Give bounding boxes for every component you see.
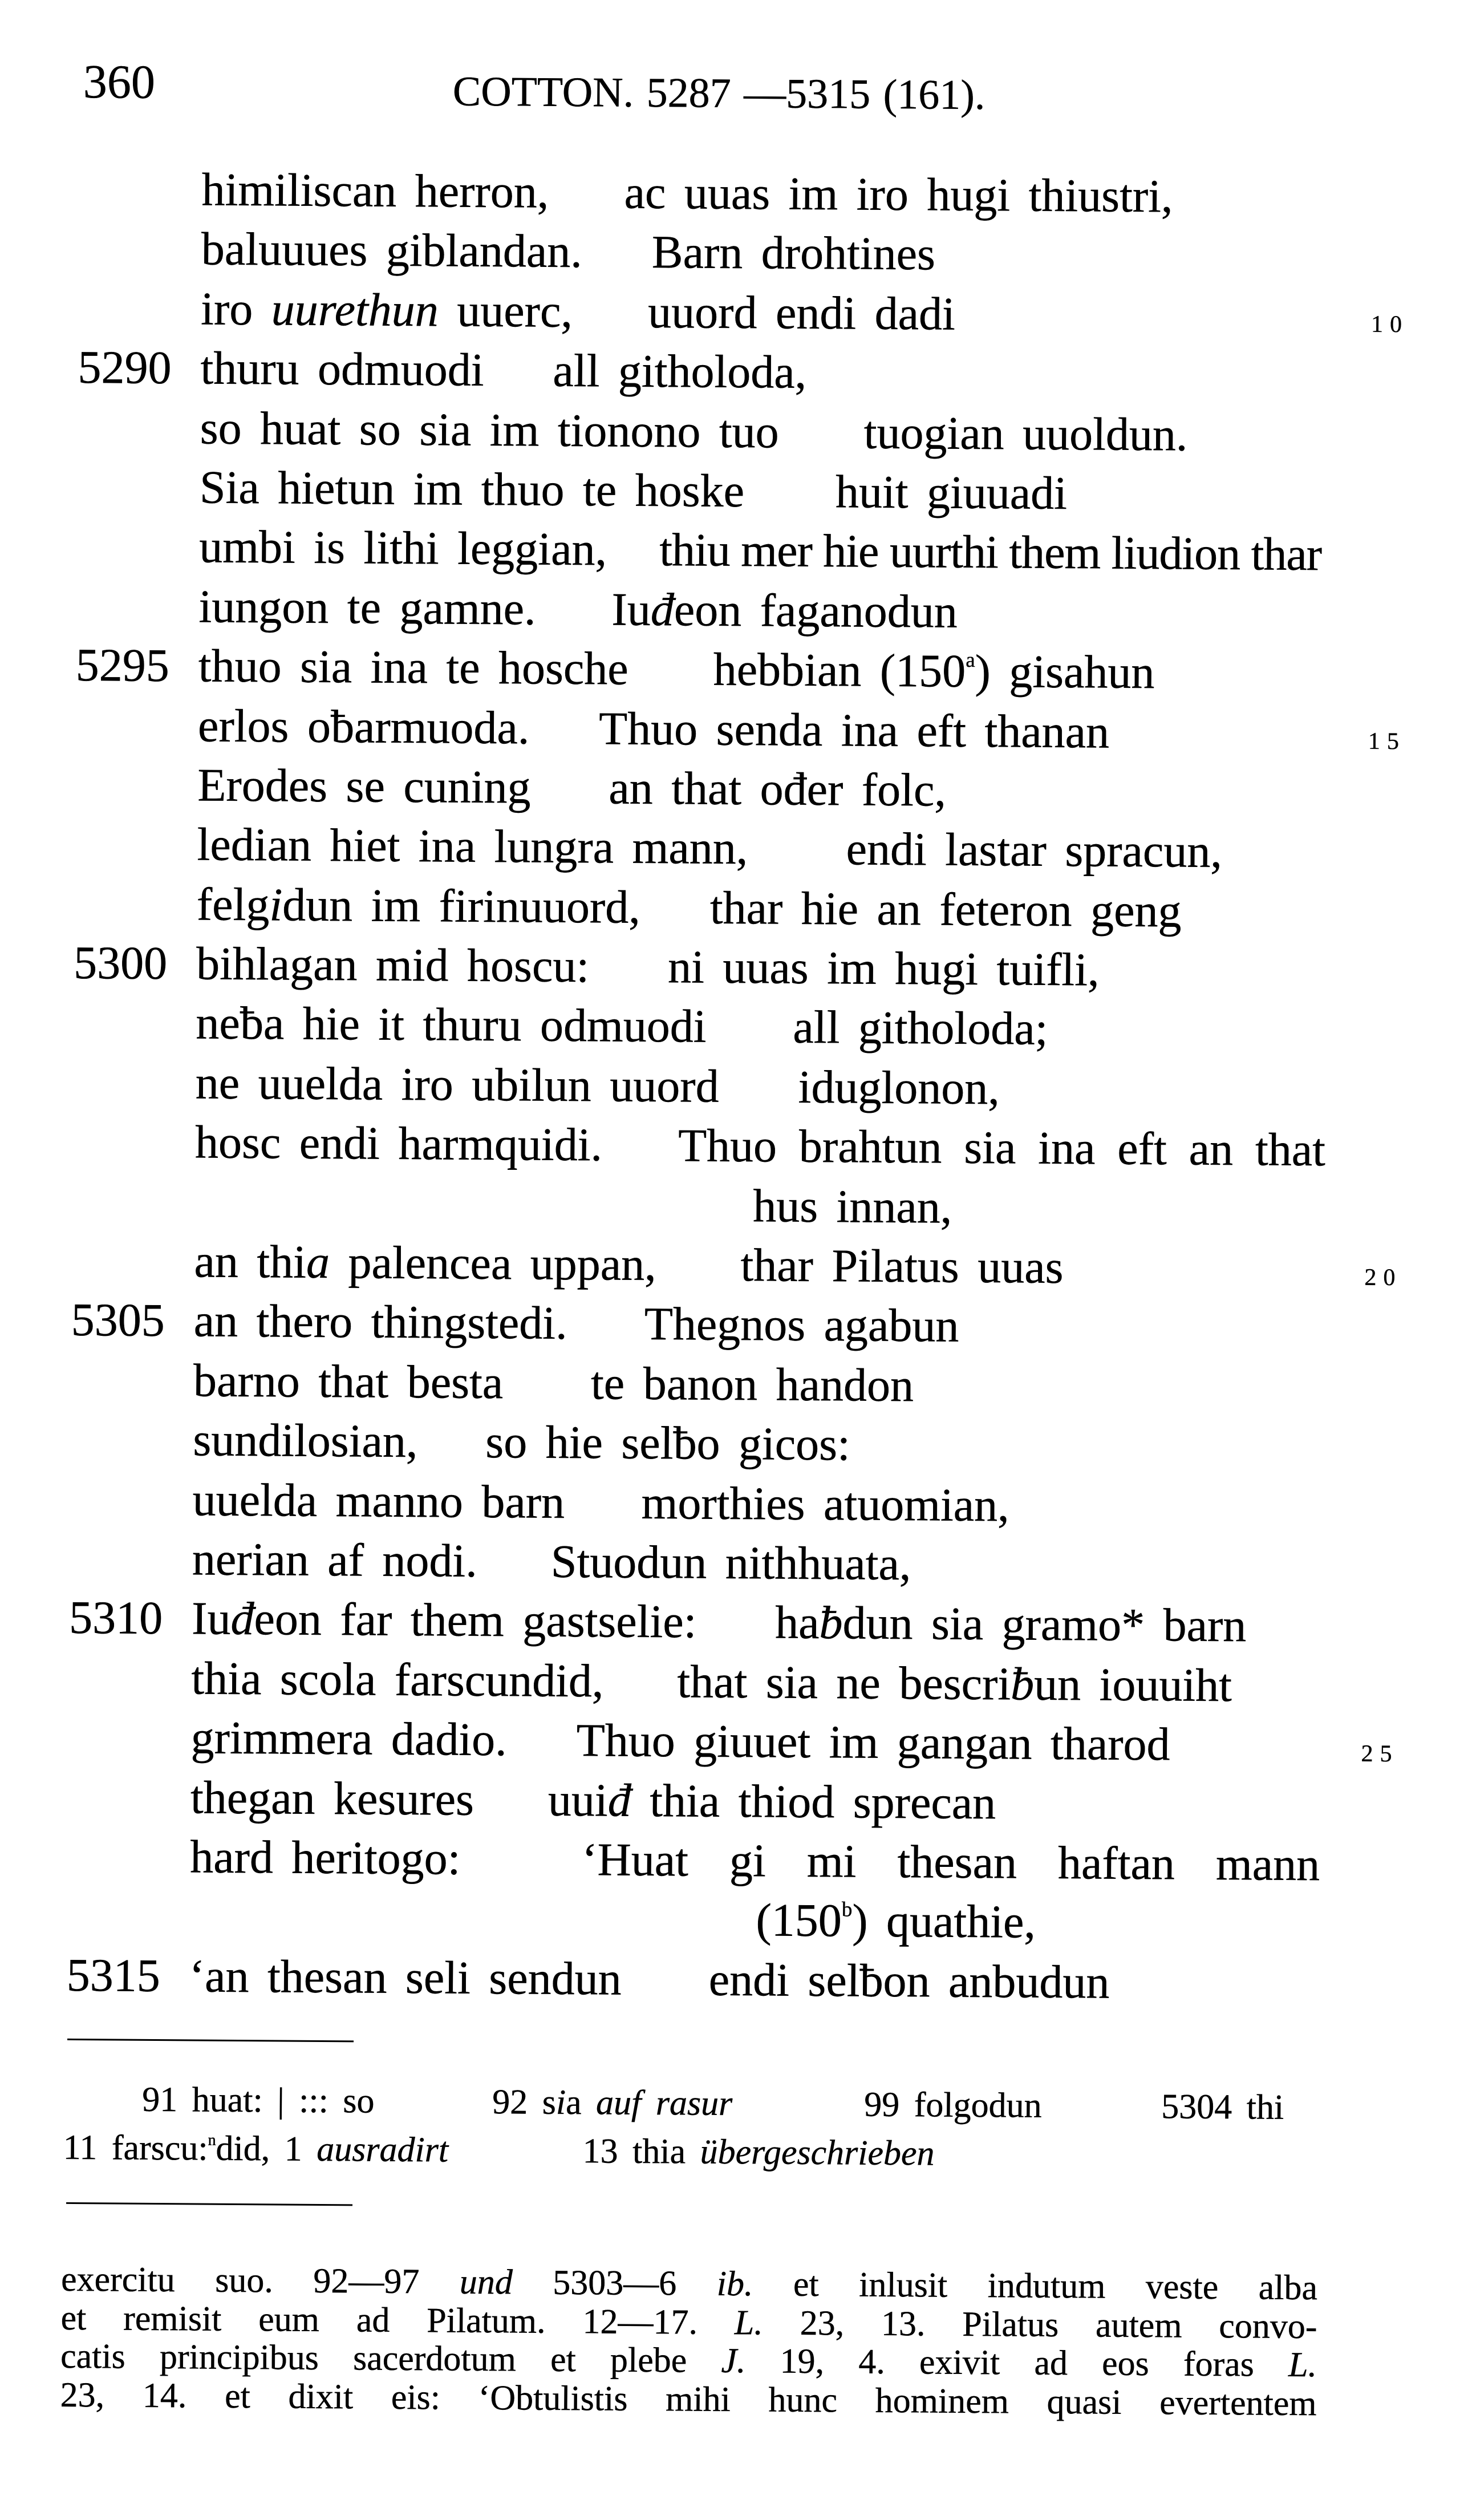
second-half-line: hebbian (150$^a$) gisahun (713, 643, 1155, 699)
margin-line-number: 25 (1361, 1740, 1399, 1767)
verse-number: 5290 (78, 341, 172, 394)
second-half-line: thar Pilatus uuas (740, 1239, 1064, 1294)
verse-line (0, 635, 1455, 704)
second-half-line: Barn drohtines (651, 226, 936, 280)
italic-text: đ (650, 583, 675, 636)
second-half-line: endi lastar spracun, (846, 823, 1223, 878)
verse-line (0, 1766, 1447, 1836)
superscript-text: a (966, 647, 975, 672)
italic-text: đ (607, 1774, 632, 1826)
apparatus-note: 99 folgodun (864, 2085, 1042, 2125)
italic-text: đ (230, 1593, 254, 1645)
italic-text: ƀ (1010, 1658, 1035, 1710)
verse-line-continuation (0, 1171, 1452, 1241)
second-half-line: uuiđ thia thiod sprecan (548, 1773, 996, 1829)
first-half-line: sundilosian, (193, 1413, 418, 1468)
first-half-line: ‘an thesan seli sendun (189, 1950, 622, 2005)
second-half-line: morthies atuomian, (641, 1476, 1010, 1532)
second-half-line: Thuo senda ina eft thanan (598, 702, 1110, 758)
verse-line (0, 1111, 1452, 1181)
first-half-line: thuo sia ina te hosche (198, 639, 629, 695)
second-half-line: Thuo brahtun sia ina eft an that (678, 1119, 1326, 1176)
first-half-line: thegan kesures (190, 1771, 474, 1825)
verse-line (0, 1350, 1450, 1419)
second-half-line: all githoloda; (793, 1001, 1048, 1055)
italic-text: a (306, 1235, 330, 1289)
verse-line (0, 1826, 1447, 1895)
second-half-line: Thuo giuuet im gangan tharod (576, 1714, 1170, 1771)
first-half-line: uuelda manno barn (192, 1473, 565, 1528)
second-half-line: te banon handon (590, 1357, 914, 1412)
verse-line (0, 1707, 1448, 1776)
second-half-line: Thegnos agabun (644, 1298, 959, 1352)
second-half-line: ac uuas im iro hugi thiustri, (624, 166, 1173, 222)
first-half-line: barno that besta (193, 1354, 504, 1409)
first-half-line: Erodes se cuning (197, 759, 531, 813)
second-half-line: an that ođer folc, (609, 761, 947, 816)
verse-line (0, 576, 1456, 645)
first-half-line: grimmera dadio. (190, 1711, 507, 1766)
page-number: 360 (83, 55, 156, 109)
margin-line-number: 20 (1364, 1264, 1402, 1291)
running-title: COTTON. 5287 —5315 (161). (452, 68, 986, 119)
italic-text: i (269, 878, 283, 931)
second-half-line: that sia ne bescriƀun iouuiht (677, 1655, 1232, 1711)
verse-line (0, 1409, 1450, 1478)
second-half-line: uuord endi dadi (647, 285, 956, 340)
first-half-line: baluuues giblandan. (201, 222, 583, 278)
first-half-line: hard heritogo: (189, 1830, 461, 1885)
second-half-line: endi selƀon anbudun (708, 1953, 1110, 2008)
verse-line (0, 933, 1454, 1002)
verse-line (0, 1528, 1449, 1598)
verse-line (0, 1230, 1451, 1300)
first-half-line: iro uurethun uuerc, (200, 282, 573, 337)
apparatus-note: 5304 thi (1161, 2087, 1284, 2127)
second-half-line: thiu mer hie uurthi them liudion thar (659, 524, 1322, 581)
verse-number: 5315 (66, 1948, 161, 2002)
verse-text (0, 159, 1459, 2015)
first-half-line: so huat so sia im tionono tuo (200, 402, 780, 458)
verse-line (0, 1052, 1453, 1121)
source-note-line: exercitu suo. 92—97 und 5303—6 ib. et inlusit indutum veste alba (60, 2259, 1318, 2308)
second-half-line: tuogian uuoldun. (863, 406, 1188, 461)
apparatus-note: 92 sia auf rasur (492, 2083, 733, 2124)
margin-line-number: 15 (1368, 728, 1406, 755)
overflow-half-line: (150$^b$) quathie, (756, 1894, 1036, 1948)
first-half-line: hosc endi harmquidi. (194, 1116, 603, 1171)
apparatus-note: 91 huat: | ::: so (142, 2080, 375, 2121)
verse-line (0, 1290, 1451, 1359)
verse-line (0, 159, 1459, 228)
source-note-line: 23, 14. et dixit eis: ‘Obtulistis mihi hunc hominem quasi evertentem (60, 2375, 1317, 2424)
second-half-line: iduglonon, (798, 1060, 1000, 1115)
first-half-line: felgidun im firinuuord, (196, 878, 641, 933)
first-half-line: an thero thingstedi. (193, 1294, 567, 1350)
verse-number: 5300 (73, 937, 168, 990)
sources-divider (66, 2202, 352, 2206)
italic-text: ƀ (819, 1597, 843, 1649)
verse-line-continuation (0, 1885, 1447, 1955)
verse-number: 5310 (68, 1591, 163, 1644)
verse-line (0, 813, 1454, 883)
first-half-line: erlos oƀarmuoda. (197, 699, 530, 754)
first-half-line: himiliscan herron, (201, 163, 549, 218)
superscript-text: n (208, 2131, 216, 2149)
italic-text: J. (721, 2341, 746, 2381)
first-half-line: Sia hietun im thuo te hoske (199, 461, 745, 517)
second-half-line: haƀdun sia gramo* barn (774, 1596, 1247, 1652)
verse-number: 5305 (71, 1294, 165, 1347)
italic-text: übergeschrieben (700, 2132, 935, 2173)
superscript-text: b (841, 1897, 853, 1921)
first-half-line: nerian af nodi. (192, 1533, 478, 1587)
second-half-line: huit giuuadi (835, 465, 1068, 520)
second-half-line: so hie selƀo gicos: (485, 1416, 851, 1470)
apparatus-note: 11 farscu:$^n$did, 1 ausradirt (63, 2128, 449, 2170)
margin-line-number: 10 (1370, 311, 1409, 338)
first-half-line: iungon te gamne. (198, 580, 536, 635)
verse-line (0, 992, 1453, 1062)
verse-number: 5295 (75, 639, 170, 692)
second-half-line: ‘Huat gi mi thesan haftan mann (581, 1833, 1320, 1891)
verse-line (0, 278, 1458, 347)
second-half-line: ni uuas im hugi tuifli, (667, 941, 1100, 996)
italic-text: L. (1288, 2345, 1317, 2385)
source-note-line: catis principibus sacerdotum et plebe J. 19, 4. exivit ad eos foras L. (60, 2337, 1317, 2385)
apparatus-line (0, 2123, 1445, 2182)
first-half-line: bihlagan mid hoscu: (196, 937, 590, 992)
verse-line (0, 1469, 1450, 1538)
verse-line (0, 1587, 1449, 1657)
source-note-line: et remisit eum ad Pilatum. 12—17. L. 23, 13. Pilatus autem convo- (60, 2298, 1317, 2346)
italic-text: ausradirt (317, 2129, 449, 2170)
verse-line (0, 397, 1457, 467)
first-half-line: thuru odmuodi (200, 342, 484, 396)
verse-line (0, 456, 1457, 526)
italic-text: uurethun (271, 283, 439, 337)
verse-line (0, 1647, 1449, 1717)
italic-text: ib. (716, 2264, 753, 2304)
italic-text: und (459, 2262, 513, 2302)
verse-line (0, 337, 1458, 407)
second-half-line: thar hie an feteron geng (709, 881, 1182, 937)
first-half-line: ne uuelda iro ubilun uuord (195, 1056, 719, 1112)
verse-line (0, 754, 1455, 824)
verse-line (0, 218, 1458, 287)
first-half-line: ledian hiet ina lungra mann, (197, 818, 748, 874)
second-half-line: Iuđeon faganodun (611, 583, 958, 638)
verse-line (0, 516, 1457, 585)
first-half-line: an thia palencea uppan, (194, 1235, 656, 1291)
italic-text: i (555, 2083, 566, 2122)
first-half-line: thia scola farscundid, (191, 1652, 604, 1707)
overflow-half-line: hus innan, (752, 1179, 952, 1233)
verse-line (0, 1945, 1446, 2015)
second-half-line: all githoloda, (553, 344, 807, 399)
first-half-line: umbi is lithi leggian, (199, 520, 607, 576)
first-half-line: neƀa hie it thuru odmuodi (196, 996, 707, 1053)
second-half-line: Stuodun nithhuata, (550, 1535, 911, 1590)
italic-text: L. (734, 2303, 764, 2343)
first-half-line: Iuđeon far them gastselie: (191, 1592, 697, 1648)
footnote-divider (67, 2039, 354, 2043)
apparatus-note: 13 thia übergeschrieben (582, 2132, 935, 2173)
verse-line (0, 873, 1454, 943)
verse-line (0, 694, 1455, 764)
italic-text: auf rasur (595, 2083, 733, 2124)
